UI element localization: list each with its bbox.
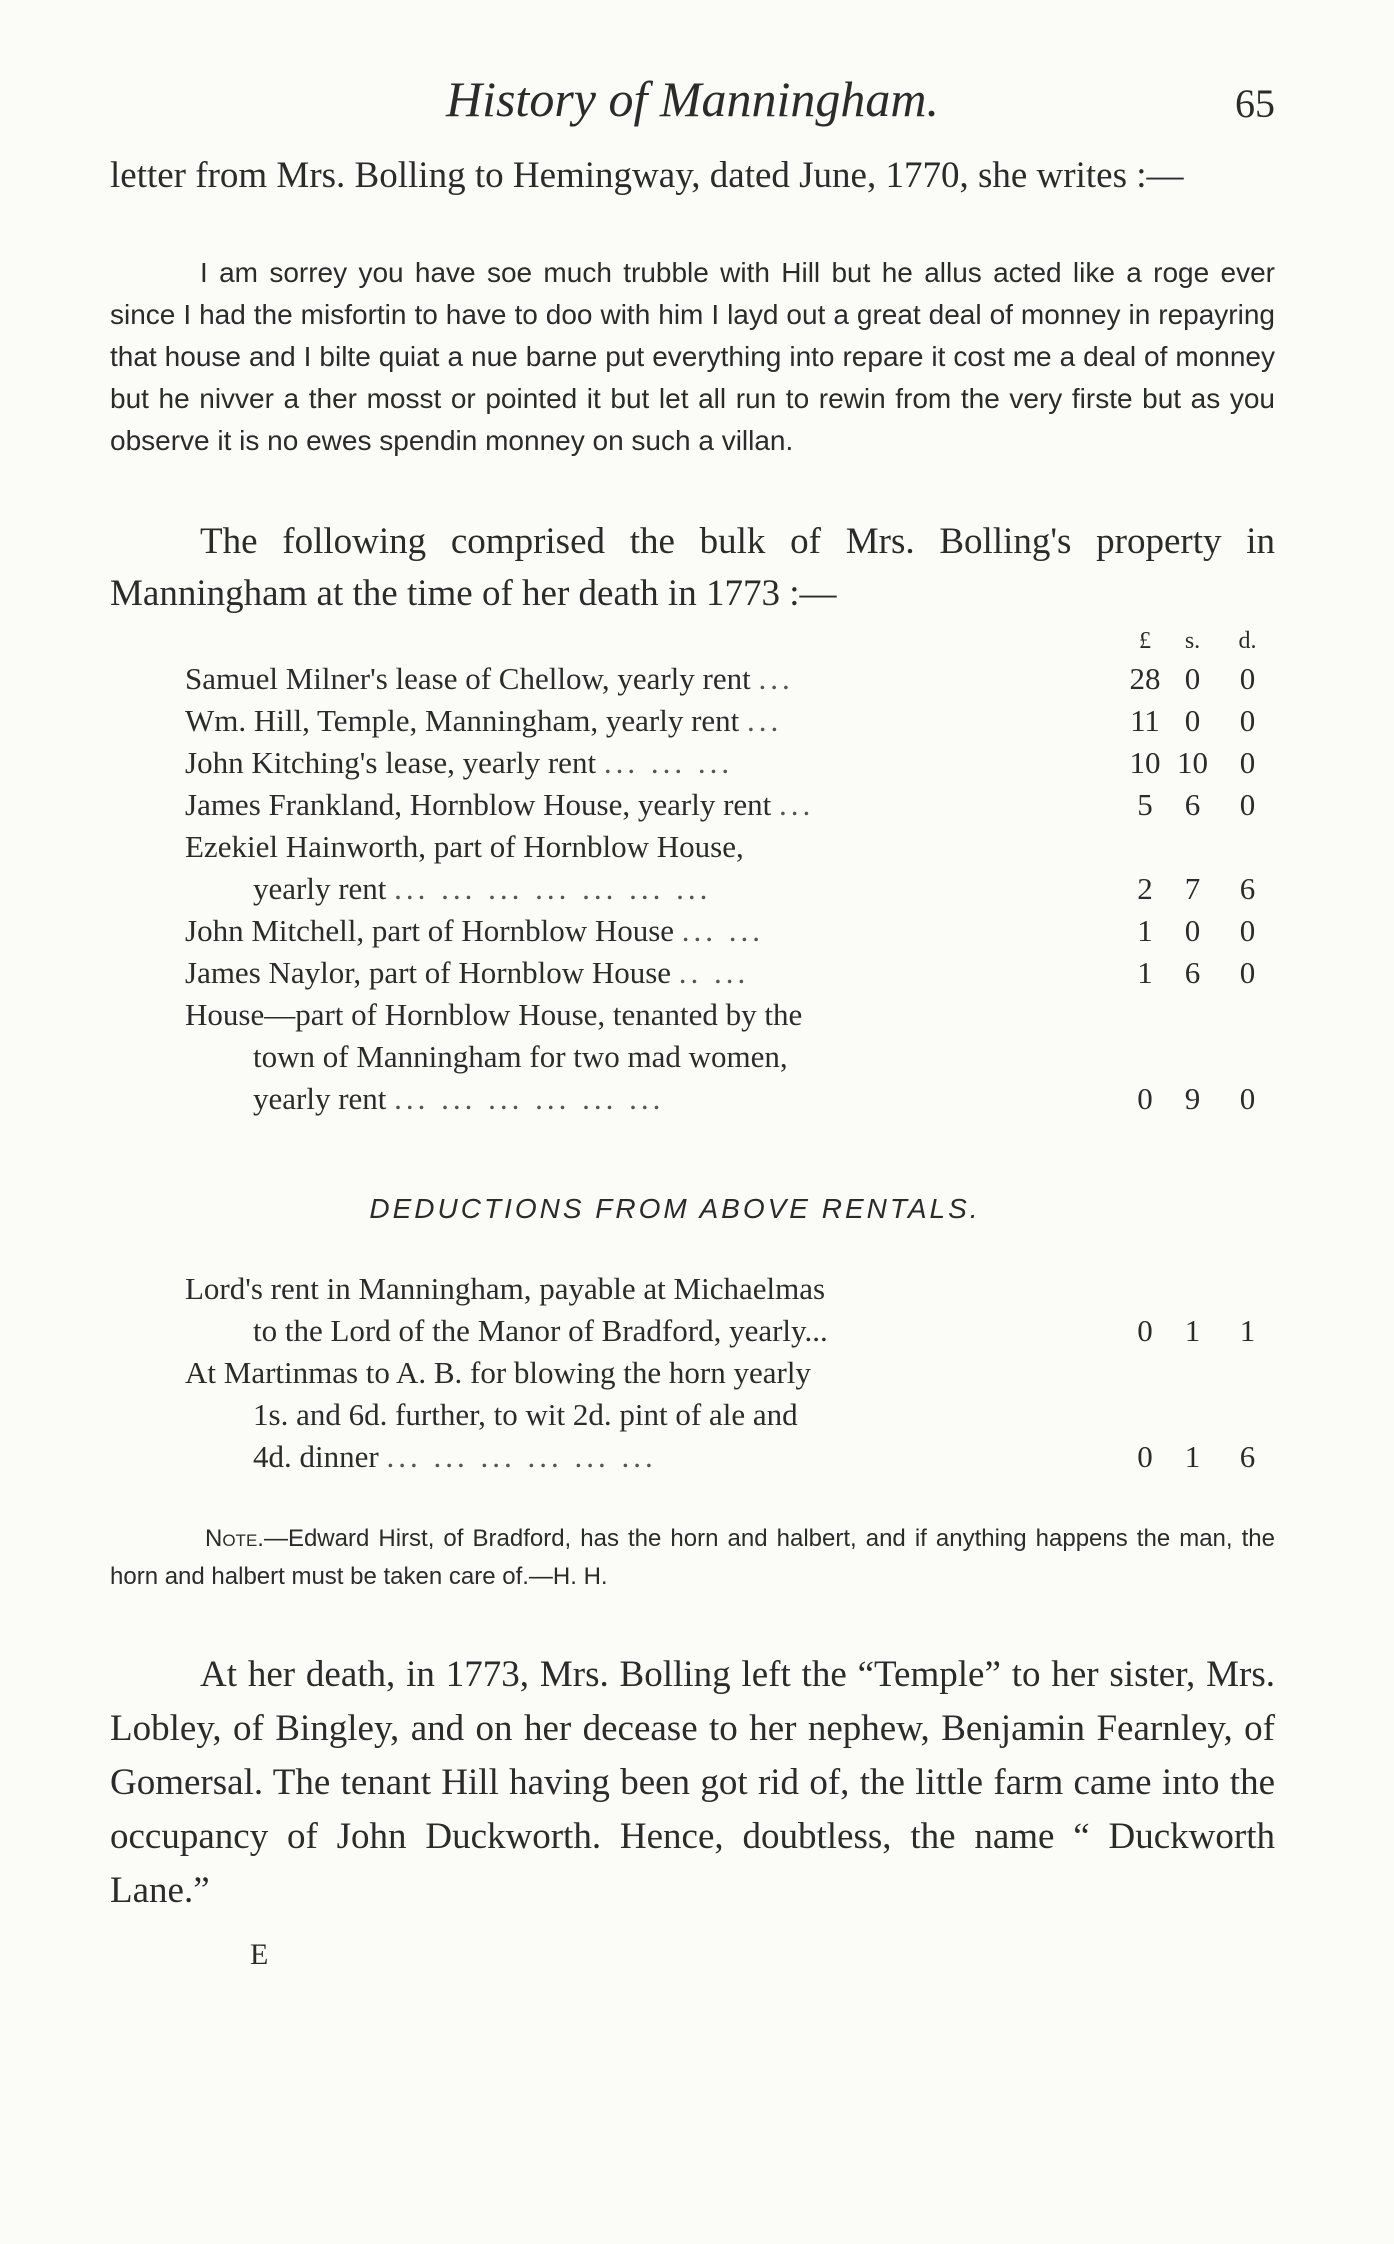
property-label: yearly rent: [253, 871, 387, 906]
pounds-header: £: [1139, 628, 1151, 654]
property-pounds: 5: [1137, 787, 1153, 822]
property-pence: 0: [1239, 703, 1256, 738]
property-label: John Kitching's lease, yearly rent: [185, 745, 597, 780]
property-row: [185, 700, 1275, 742]
property-pence: 0: [1239, 661, 1256, 696]
quote-text: I am sorrey you have soe much trubble with Hill but he allus acted like a roge ever since I had the misfortin to have to doo with him I layd out a great deal of monney in repayring that house and I bilte quiat a nue barne put everything into repare it cost me a deal of monney but he nivver a ther mosst or pointed it but let all run to rewin from the very firste but as you observe it is no ewes spendin monney on such a villan.: [110, 257, 1275, 456]
property-label: town of Manningham for two mad women,: [253, 1039, 788, 1074]
deduction-rows: [185, 1268, 1275, 1478]
running-header: [110, 70, 1275, 150]
property-label: James Naylor, part of Hornblow House: [185, 955, 672, 990]
leader-dots: ... ... ... ... ... ...: [386, 1439, 657, 1474]
deductions-heading: DEDUCTIONS FROM ABOVE RENTALS.: [369, 1193, 981, 1224]
property-pence: 0: [1239, 787, 1256, 822]
deduction-row: [185, 1268, 1275, 1352]
book-page: [110, 70, 1275, 1972]
page-number: 65: [1235, 81, 1275, 126]
note-label: Note.: [205, 1525, 264, 1552]
property-shillings: 6: [1184, 955, 1201, 990]
property-label: Wm. Hill, Temple, Manningham, yearly rent: [185, 703, 740, 738]
leader-dots: ... ...: [681, 913, 765, 948]
property-row: [185, 952, 1275, 994]
leader-dots: ...: [747, 703, 783, 738]
property-shillings: 0: [1184, 913, 1201, 948]
deduction-label: to the Lord of the Manor of Bradford, yearly...: [253, 1313, 828, 1348]
property-row: [185, 910, 1275, 952]
deduction-pence: 6: [1239, 1439, 1256, 1474]
property-rows: [185, 658, 1275, 1120]
note-text: —Edward Hirst, of Bradford, has the horn and halbert, and if anything happens the man, the horn and halbert must be taken care of.—H. H.: [110, 1525, 1275, 1590]
property-row: [185, 742, 1275, 784]
leader-dots: ...: [779, 787, 815, 822]
deduction-pence: 1: [1239, 1313, 1256, 1348]
property-label: yearly rent: [253, 1081, 387, 1116]
property-pence: 0: [1239, 955, 1256, 990]
pence-header: d.: [1238, 628, 1257, 654]
letter-quote: [110, 252, 1275, 462]
leader-dots: ... ... ... ... ... ...: [394, 1081, 665, 1116]
leader-dots: .. ...: [678, 955, 750, 990]
property-ledger: [185, 620, 1275, 1478]
property-shillings: 6: [1184, 787, 1201, 822]
deduction-pounds: 0: [1137, 1313, 1153, 1348]
property-pence: 0: [1239, 1081, 1256, 1116]
currency-header: [185, 620, 1275, 658]
deduction-label: 4d. dinner: [253, 1439, 379, 1474]
signature-mark: E: [250, 1938, 269, 1971]
property-label: Samuel Milner's lease of Chellow, yearly rent: [185, 661, 751, 696]
property-pounds: 28: [1129, 661, 1161, 696]
shillings-header: s.: [1184, 628, 1201, 654]
property-label: James Frankland, Hornblow House, yearly rent: [185, 787, 772, 822]
intro-paragraph: letter from Mrs. Bolling to Hemingway, dated June, 1770, she writes :—: [110, 155, 1184, 196]
page-title: History of Manningham.: [445, 71, 940, 127]
property-label: House—part of Hornblow House, tenanted by the: [185, 997, 803, 1032]
property-shillings: 7: [1184, 871, 1201, 906]
property-row: [185, 658, 1275, 700]
property-pounds: 2: [1137, 871, 1153, 906]
leader-dots: ... ... ... ... ... ... ...: [394, 871, 712, 906]
property-shillings: 9: [1184, 1081, 1201, 1116]
property-row: [185, 826, 1275, 910]
property-pounds: 10: [1129, 745, 1161, 780]
property-shillings: 0: [1184, 661, 1201, 696]
property-shillings: 10: [1177, 745, 1208, 780]
footnote: [110, 1520, 1275, 1596]
property-pence: 6: [1239, 871, 1256, 906]
leader-dots: ... ... ...: [603, 745, 734, 780]
closing-paragraph: At her death, in 1773, Mrs. Bolling left the “Temple” to her sister, Mrs. Lobley, of Bingley, and on her decease to her nephew, Benjamin Fearnley, of Gomersal. The tenant Hill having been got rid of, the little farm came into the occupancy of John Duckworth. Hence, doubtless, the name “ Duckworth Lane.”: [110, 1654, 1275, 1911]
property-shillings: 0: [1184, 703, 1201, 738]
property-pence: 0: [1239, 913, 1256, 948]
deduction-pounds: 0: [1137, 1439, 1153, 1474]
deduction-label: Lord's rent in Manningham, payable at Michaelmas: [185, 1271, 826, 1306]
property-label: John Mitchell, part of Hornblow House: [185, 913, 675, 948]
property-intro: The following comprised the bulk of Mrs. Bolling's property in Manningham at the time of her death in 1773 :—: [110, 521, 1275, 614]
deduction-label: At Martinmas to A. B. for blowing the horn yearly: [185, 1355, 811, 1390]
deduction-shillings: 1: [1184, 1313, 1201, 1348]
property-pounds: 1: [1137, 955, 1153, 990]
property-row: [185, 784, 1275, 826]
property-pounds: 1: [1137, 913, 1153, 948]
property-pence: 0: [1239, 745, 1256, 780]
property-row: [185, 994, 1275, 1120]
leader-dots: ...: [758, 661, 794, 696]
deduction-label: 1s. and 6d. further, to wit 2d. pint of ale and: [253, 1397, 798, 1432]
deduction-shillings: 1: [1184, 1439, 1201, 1474]
property-pounds: 0: [1137, 1081, 1153, 1116]
property-label: Ezekiel Hainworth, part of Hornblow House,: [185, 829, 744, 864]
deduction-row: [185, 1352, 1275, 1478]
property-pounds: 11: [1130, 703, 1160, 738]
